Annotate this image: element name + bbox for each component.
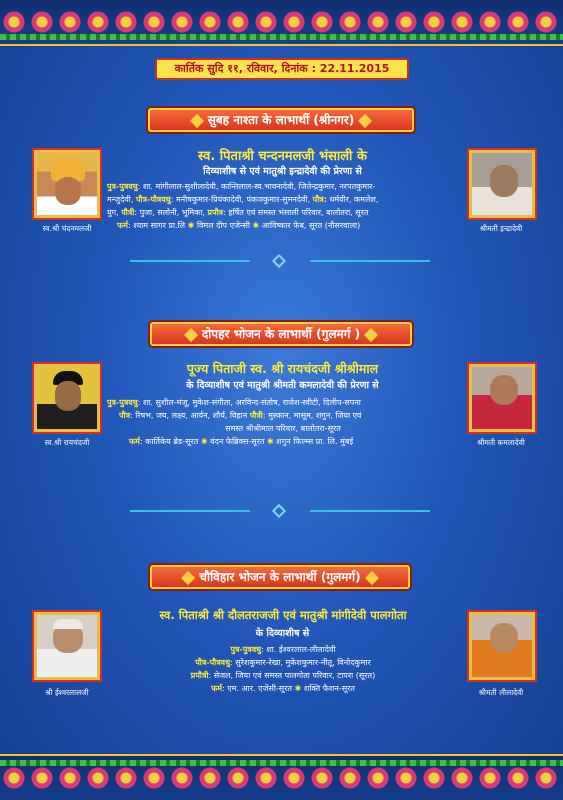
section2-firm-text2: वंदन फेब्रिक्स-सूरत [210, 437, 265, 446]
date-bar: कार्तिक सुदि ११, रविवार, दिनांक : 22.11.2015 [155, 58, 409, 80]
section2-firm-text: : कार्तिकेय ब्रेड-सूरत [139, 437, 199, 446]
section3-l1-label: पुत्र-पुत्रवधु [230, 645, 262, 654]
section2-firm-text3: शगुन फिल्म्स प्रा. लि. मुंबई [276, 437, 354, 446]
section1-l3-text3: : हर्षित एवं समस्त भंसाली परिवार, बालोतरा, सूरत [223, 208, 369, 217]
section1-l2-text2: : मनीषकुमार-प्रियंकादेवी, पंकजकुमार-सुमनदेवी, [170, 195, 311, 204]
section2-right-photo [467, 362, 537, 434]
section1-line2 [107, 193, 457, 206]
section3-right-photo [467, 610, 537, 682]
star-icon: ✱ [187, 221, 195, 230]
star-icon: ✱ [267, 437, 274, 446]
section3-heading: स्व. पिताश्री श्री दौलतराजजी एवं मातुश्री मांगीदेवी पालगोता [159, 608, 407, 622]
section1-l1-label: पुत्र-पुत्रवधु [107, 182, 138, 191]
section2-right-caption: श्रीमती कमलादेवी [477, 438, 525, 447]
section2-banner [150, 322, 412, 346]
section2-l1-text: : शा. सुशील-मंजू, मुकेश-संगीता, अरविन्द-संतोष, राजेश-स्वीटी, दिलीप-सपना [137, 398, 361, 407]
section1-right-caption: श्रीमती इन्द्रादेवी [479, 224, 523, 233]
section3-left-photo [32, 610, 102, 682]
star-icon: ✱ [294, 684, 302, 693]
section1-banner [148, 108, 414, 132]
section1-left-caption: स्व.श्री चंदनमलजी [42, 224, 92, 233]
section1-l3-label: पौत्री [121, 208, 135, 217]
section1-banner-text: सुबह नाश्ता के लाभार्थी (श्रीनगर) [207, 113, 355, 127]
section1-line1 [107, 180, 457, 193]
section2-firm-label: फर्म [129, 437, 140, 446]
section3-line2 [108, 656, 458, 669]
section3-firm-text2: शक्ति फैशन-सूरत [303, 684, 355, 693]
section1-heading: स्व. पिताश्री चन्दनमलजी भंसाली के [198, 149, 367, 164]
section3-line1 [108, 643, 458, 656]
section2-divider [130, 506, 430, 516]
section1-firm-label: फर्म [117, 221, 128, 230]
star-icon: ✱ [200, 437, 208, 446]
section1-left-photo [32, 148, 102, 220]
section1-divider [130, 256, 430, 266]
section2-banner-text: दोपहर भोजन के लाभार्थी (गुलमर्ग ) [201, 327, 361, 341]
section2-firm-line [107, 435, 459, 448]
section2-l2-label: पौत्र [119, 411, 131, 420]
section2-l2-text2: : मुस्कान, मासूम, शगुन, जिया एवं [262, 411, 362, 420]
section3-banner-text: चौविहार भोजन के लाभार्थी (गुलमर्ग) [199, 570, 361, 584]
section2-l3-text: समस्त श्रीश्रीमाल परिवार, बालोतरा-सूरत [225, 424, 341, 433]
section2-line2 [107, 409, 459, 422]
section3-line3 [108, 669, 458, 682]
section1-l2-label2: पौत्र: [312, 195, 327, 204]
section3-body [108, 643, 458, 695]
section1-subheading: दिव्याशीष से एवं मातुश्री इन्द्रादेवी की प्रेरणा से [203, 166, 362, 177]
section1-l3-label2: प्रपौत्र [207, 208, 224, 217]
bottom-decorative-border [0, 754, 563, 800]
section1-body [107, 180, 457, 232]
section2-body [107, 396, 459, 448]
section3-l3-text: : सेजल, जिया एवं समस्त पालगोता परिवार, टापरा (सूरत) [208, 671, 376, 680]
section3-right-caption: श्रीमती लीलादेवी [478, 688, 524, 697]
section2-left-photo [32, 362, 102, 434]
section2-l1-label: पुत्र-पुत्रवधु [107, 398, 138, 407]
section2-l2-label2: पौत्री [249, 411, 263, 420]
section3-firm-label: फर्म [211, 684, 223, 693]
section3-left-caption: श्री ईश्वरलालजी [45, 688, 89, 697]
section1-l2-text3: धर्मवीर, कमलेश, [329, 195, 379, 204]
section2-line3 [107, 422, 459, 435]
section3-firm-line [108, 682, 458, 695]
section1-firm-text: : श्याम सागर प्रा.लि [127, 221, 186, 230]
section1-firm-text3: आविष्कार फेब, सूरत (नौसरवाला) [261, 221, 361, 230]
section1-right-photo [467, 148, 537, 220]
section2-l2-text: : रिषभ, जय, लक्ष्य, आर्यन, शौर्य, विहान [130, 411, 248, 420]
section3-l2-text: : सुरेशकुमार-रेखा, मुकेशकुमार-नीतू, विनोदकुमार [230, 658, 371, 667]
section1-firm-text2: विमल दीप एजेन्सी [196, 221, 250, 230]
section3-subheading: के दिव्याशीष से [255, 628, 310, 639]
section1-l2-text: मन्जुदेवी, [107, 195, 134, 204]
section1-l1-text: : शा. मांगीलाल-सुशीलादेवी, कान्तिलाल-स्व.भावनादेवी, जितेन्द्रकुमार, नरपतकुमार- [137, 182, 376, 191]
section3-banner [150, 565, 410, 589]
section3-l1-text: : शा. ईश्वरलाल-लीलादेवी [261, 645, 336, 654]
section1-line3 [107, 206, 457, 219]
section3-l2-label: पौत्र-पौत्रवधु [195, 658, 231, 667]
star-icon: ✱ [252, 221, 260, 230]
section2-left-caption: स्व.श्री रायचंदजी [44, 438, 90, 447]
section1-l2-label: पौत्र-पौत्रवधु [135, 195, 171, 204]
section2-heading: पूज्य पिताजी स्व. श्री रायचंदजी श्रीश्रीमाल [186, 361, 379, 376]
section1-firm-line [107, 219, 457, 232]
section2-line1 [107, 396, 459, 409]
section2-subheading: के दिव्याशीष एवं मातुश्री श्रीमती कमलादेवी की प्रेरणा से [186, 380, 379, 391]
section3-l3-label: प्रपौत्री [190, 671, 209, 680]
section1-l3-text: युग, [107, 208, 119, 217]
top-decorative-border [0, 0, 563, 46]
section3-firm-text: : एम. आर. एजेंसी-सूरत [222, 684, 293, 693]
section1-l3-text2: : पुजा, सलोनी, भूमिका, [134, 208, 205, 217]
